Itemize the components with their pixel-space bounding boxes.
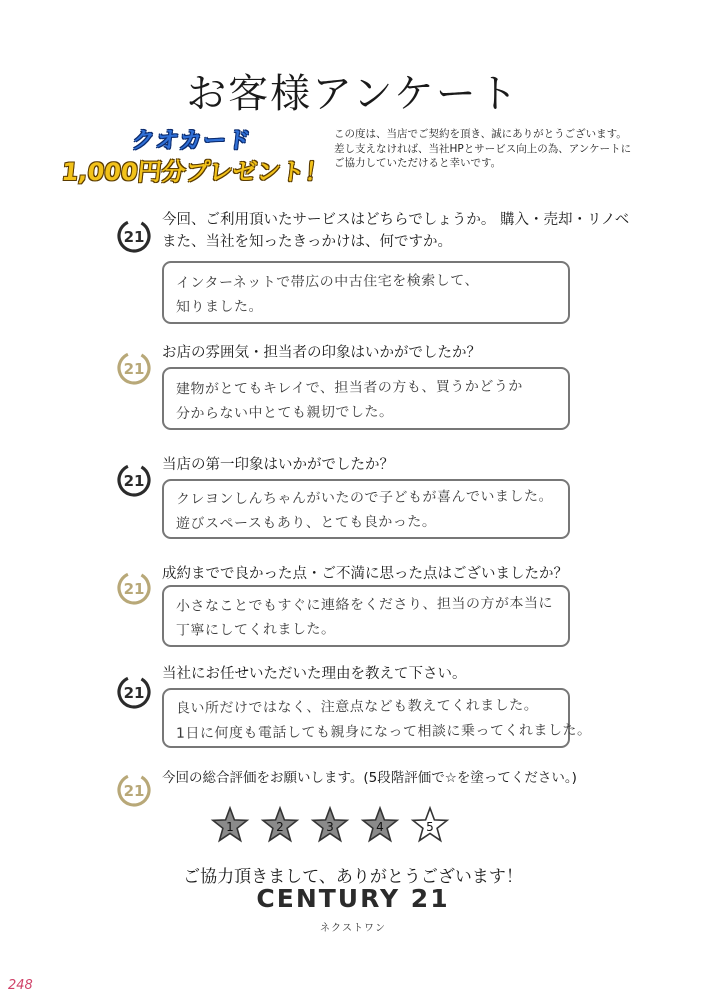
intro-line: この度は、当店でご契約を頂き、誠にありがとうございます。: [334, 128, 627, 140]
century21-logo-icon: [116, 772, 152, 808]
quocard-promo: [60, 118, 340, 188]
century21-logo-icon: [116, 350, 152, 386]
promo-line-1: クオカード: [130, 128, 253, 154]
answer-3-line-1: クレヨンしんちゃんがいたので子どもが喜んでいました。: [175, 488, 554, 508]
intro-line: 差し支えなければ、当社HPとサービス向上の為、アンケートに: [334, 142, 632, 155]
answer-1-line-2: 知りました。: [175, 298, 264, 316]
answer-box-4: [162, 585, 570, 647]
svg-text:21: 21: [123, 580, 145, 598]
answer-box-3: [162, 479, 570, 539]
rating-star-5[interactable]: [413, 808, 447, 841]
answer-5-line-1: 良い所だけではなく、注意点なども教えてくれました。: [175, 697, 539, 717]
question-3-line-1: 当店の第一印象はいかがでしたか？: [162, 457, 394, 473]
brand-logo-text: CENTURY 21: [256, 884, 450, 913]
rating-star-label: 4: [376, 820, 384, 834]
century21-logo-icon: [116, 462, 152, 498]
answer-box-1: [162, 261, 570, 324]
answer-2-line-2: 分からない中とても親切でした。: [175, 404, 394, 422]
rating-star-2[interactable]: [263, 808, 297, 841]
svg-text:21: 21: [123, 472, 145, 490]
answer-5-line-2: 1日に何度も電話しても親身になって相談に乗ってくれました。: [175, 722, 592, 742]
thanks-message: ご協力頂きまして、ありがとうございます！: [183, 867, 523, 887]
rating-stars[interactable]: [210, 804, 460, 850]
rating-star-4[interactable]: [363, 808, 397, 841]
svg-text:21: 21: [123, 684, 145, 702]
brand-store-name: ネクストワン: [320, 923, 386, 934]
answer-box-5: [162, 688, 592, 748]
page-title: お客様アンケート: [186, 71, 520, 117]
rating-star-label: 5: [426, 820, 434, 834]
rating-star-label: 3: [326, 820, 334, 834]
question-5-line-1: 当社にお任せいただいた理由を教えて下さい。: [162, 666, 467, 682]
svg-text:21: 21: [123, 782, 145, 800]
rating-star-1[interactable]: [213, 808, 247, 841]
century21-logo-icon: [116, 218, 152, 254]
intro-line: ご協力していただけると幸いです。: [334, 157, 502, 169]
intro-text: [334, 127, 664, 171]
rating-star-label: 1: [226, 820, 234, 834]
answer-box-2: [162, 367, 570, 430]
answer-4-line-1: 小さなことでもすぐに連絡をくださり、担当の方が本当に: [175, 595, 554, 615]
svg-text:21: 21: [123, 228, 145, 246]
answer-2-line-1: 建物がとてもキレイで、担当者の方も、買うかどうか: [175, 378, 523, 398]
answer-3-line-2: 遊びスペースもあり、とても良かった。: [175, 513, 437, 533]
svg-text:21: 21: [123, 360, 145, 378]
answer-1-line-1: インターネットで帯広の中古住宅を検索して、: [175, 272, 480, 292]
question-1-line-2: また、当社を知ったきっかけは、何ですか。: [162, 234, 452, 250]
rating-star-3[interactable]: [313, 808, 347, 841]
question-4-line-1: 成約までで良かった点・ご不満に思った点はございましたか？: [162, 566, 568, 582]
question-2-line-1: お店の雰囲気・担当者の印象はいかがでしたか？: [162, 345, 481, 361]
question-1-line-1: 今回、ご利用頂いたサービスはどちらでしょうか。 購入・売却・リノベ: [162, 212, 630, 228]
promo-line-2: 1,000円分プレゼント！: [60, 158, 331, 186]
question-6-line-1: 今回の総合評価をお願いします。(5段階評価で☆を塗ってください。): [162, 770, 577, 786]
rating-star-label: 2: [276, 820, 284, 834]
century21-logo-icon: [116, 570, 152, 606]
century21-logo-icon: [116, 674, 152, 710]
answer-4-line-2: 丁寧にしてくれました。: [175, 621, 336, 639]
page-number: 248: [8, 978, 33, 993]
